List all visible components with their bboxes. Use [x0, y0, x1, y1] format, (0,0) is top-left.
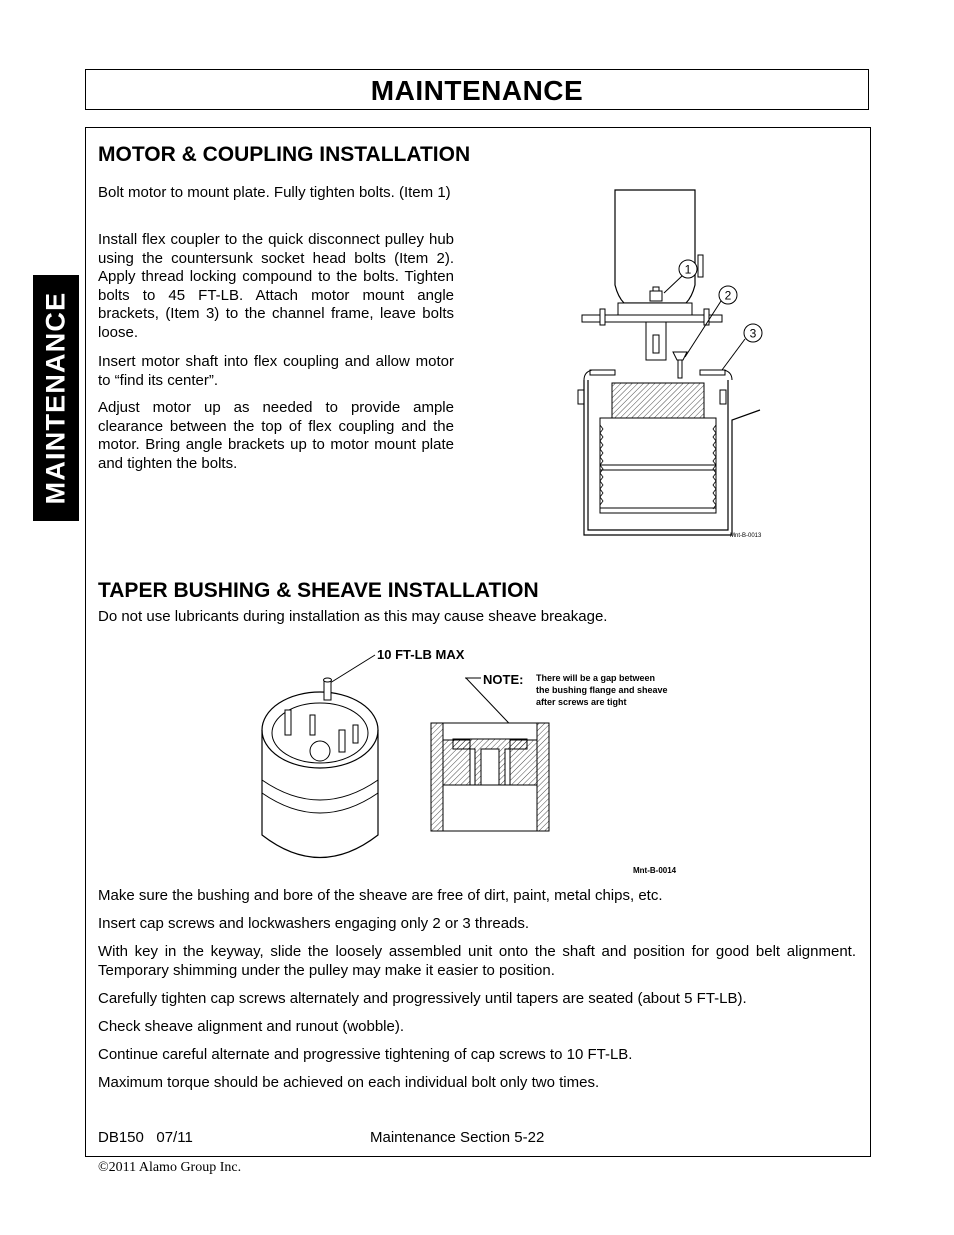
footer-section: Maintenance Section 5-22: [370, 1129, 545, 1146]
motor-coupling-figure: [570, 185, 775, 545]
paragraph: Continue careful alternate and progressive tightening of cap screws to 10 FT-LB.: [98, 1046, 633, 1063]
note-line: after screws are tight: [536, 697, 627, 707]
figure-code: Mnt-B-0013: [730, 533, 762, 539]
paragraph: With key in the keyway, slide the loosely assembled unit onto the shaft and position for good belt alignment. Temporary shimming under the pulley may make it easier to position.: [98, 943, 856, 979]
side-tab-label: MAINTENANCE: [40, 291, 71, 505]
paragraph: Check sheave alignment and runout (wobble).: [98, 1018, 405, 1035]
footer-doc-id: DB150 07/11: [98, 1129, 193, 1146]
side-tab: [33, 275, 79, 521]
figure-code: Mnt-B-0014: [633, 866, 677, 875]
section-title-taper-bushing: TAPER BUSHING & SHEAVE INSTALLATION: [98, 579, 539, 602]
intro-paragraph: Do not use lubricants during installation as this may cause sheave breakage.: [98, 608, 608, 625]
paragraph: Insert cap screws and lockwashers engaging only 2 or 3 threads.: [98, 915, 530, 932]
paragraph: Bolt motor to mount plate. Fully tighten bolts. (Item 1): [98, 184, 451, 201]
callout-3: 3: [749, 326, 757, 341]
torque-label: 10 FT-LB MAX: [377, 647, 465, 662]
page-header: [85, 69, 869, 110]
copyright: ©2011 Alamo Group Inc.: [98, 1160, 242, 1175]
page-title: MAINTENANCE: [370, 75, 584, 106]
callout-1: 1: [684, 262, 692, 277]
paragraph: Make sure the bushing and bore of the sheave are free of dirt, paint, metal chips, etc.: [98, 887, 663, 904]
callout-2: 2: [724, 288, 732, 303]
section-title-motor-coupling: MOTOR & COUPLING INSTALLATION: [98, 143, 471, 166]
taper-bushing-figure: [255, 645, 695, 880]
paragraph: Install flex coupler to the quick disconnect pulley hub using the countersunk socket head bolts (Item 2). Apply thread locking compound to the bolts. Tighten bolts to 45 FT-LB. Attach motor mount angle brackets, (Item 3) to the channel frame, leave bolts loose.: [98, 231, 454, 341]
paragraph: Insert motor shaft into flex coupling and allow motor to “find its center”.: [98, 353, 454, 389]
paragraph: Carefully tighten cap screws alternately and progressively until tapers are seated (about 5 FT-LB).: [98, 990, 747, 1007]
note-line: the bushing flange and sheave: [536, 685, 668, 695]
note-line: There will be a gap between: [536, 673, 656, 683]
paragraph: Adjust motor up as needed to provide ample clearance between the top of flex coupling and the motor. Bring angle brackets up to motor mount plate and tighten the bolts.: [98, 399, 454, 472]
note-label: NOTE:: [483, 672, 524, 687]
paragraph: Maximum torque should be achieved on each individual bolt only two times.: [98, 1074, 600, 1091]
